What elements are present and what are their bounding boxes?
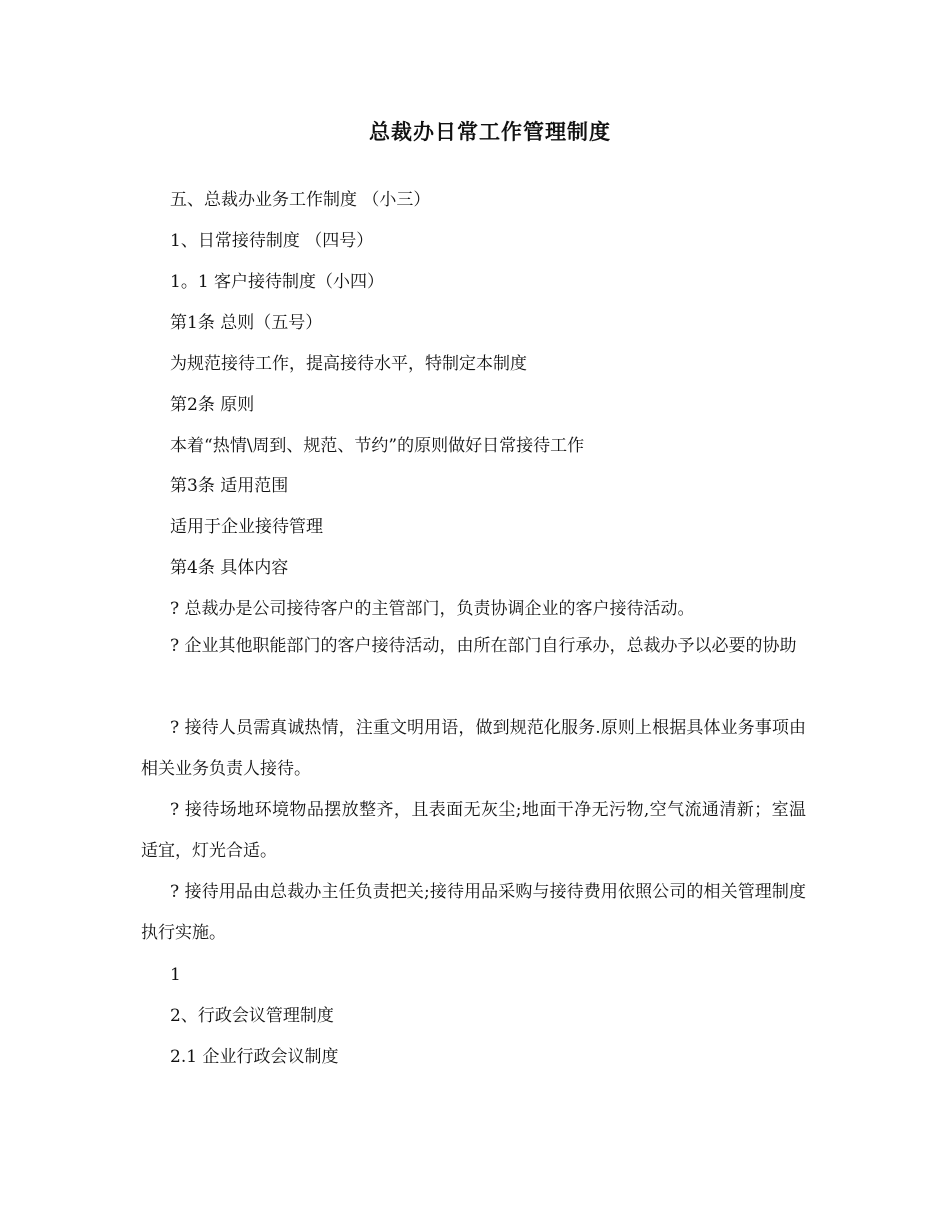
subsection-heading: 2.1 企业行政会议制度 [170, 1047, 339, 1067]
list-item: ? 接待人员需真诚热情，注重文明用语，做到规范化服务.原则上根据具体业务事项由相关业务负责人接待。 [141, 718, 806, 779]
sub-subsection-heading: 1。1 客户接待制度（小四） [170, 272, 385, 292]
article-3-text: 适用于企业接待管理 [170, 517, 323, 537]
article-1-text: 为规范接待工作，提高接待水平，特制定本制度 [170, 354, 527, 374]
article-2-text: 本着“热情\周到、规范、节约”的原则做好日常接待工作 [170, 436, 585, 456]
article-4-heading: 第4条 具体内容 [170, 558, 289, 578]
section-heading: 2、行政会议管理制度 [170, 1006, 334, 1026]
list-item: ? 总裁办是公司接待客户的主管部门，负责协调企业的客户接待活动。 [170, 599, 695, 619]
subsection-heading: 1、日常接待制度 （四号） [170, 231, 374, 251]
page-number: 1 [170, 965, 181, 985]
list-item: ? 企业其他职能部门的客户接待活动，由所在部门自行承办，总裁办予以必要的协助 [170, 636, 797, 656]
section-heading: 五、总裁办业务工作制度 （小三） [170, 190, 431, 210]
article-2-heading: 第2条 原则 [170, 395, 255, 415]
list-item: ? 接待场地环境物品摆放整齐，且表面无灰尘;地面干净无污物,空气流通清新；室温适宜，灯光合适。 [141, 800, 806, 861]
list-item: ? 接待用品由总裁办主任负责把关;接待用品采购与接待费用依照公司的相关管理制度执行实施。 [141, 882, 806, 943]
article-3-heading: 第3条 适用范围 [170, 476, 289, 496]
article-1-heading: 第1条 总则（五号） [170, 313, 323, 333]
document-title: 总裁办日常工作管理制度 [369, 119, 611, 144]
